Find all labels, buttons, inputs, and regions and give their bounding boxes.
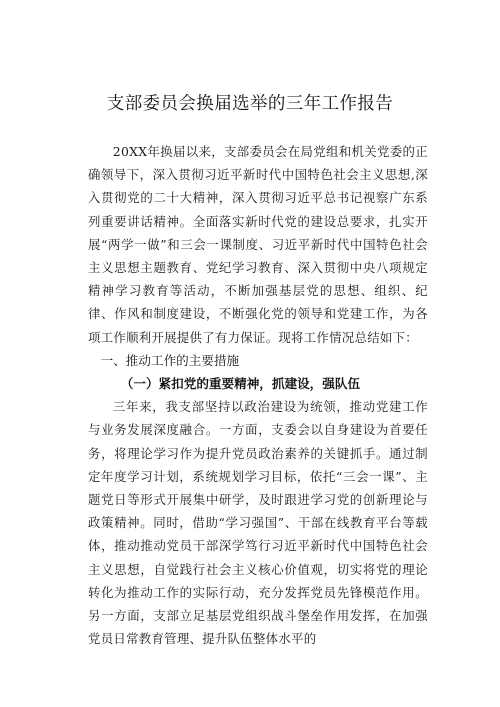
document-body [88,140,428,650]
document-title: 支部委员会换届选举的三年工作报告 [106,94,394,114]
intro-paragraph: 20XX年换届以来，支部委员会在局党组和机关党委的正确领导下，深入贯彻习近平新时代中国特色社会主义思想,深入贯彻党的二十大精神，深入贯彻习近平总书记视察广东系列重要讲话精神。全面落实新时代党的建设总要求，扎实开展“两学一做”和三会一课制度、习近平新时代中国特色社会主义思想主题教育、党纪学习教育、深入贯彻中央八项规定精神学习教育等活动，不断加强基层党的思想、组织、纪律、作风和制度建设，不断强化党的领导和党建工作，为各项工作顺利开展提供了有力保证。现将工作情况总结如下： [88,144,428,345]
subsection-heading: （一）紧扣党的重要精神，抓建设，强队伍 [120,376,361,392]
subsection-paragraph: 三年来，我支部坚持以政治建设为统领，推动党建工作与业务发展深度融合。一方面，支委会以自身建设为首要任务，将理论学习作为提升党员政治素养的关键抓手。通过制定年度学习计划，系统规划学习目标，依托“三会一课”、主题党日等形式开展集中研学，及时跟进学习党的创新理论与政策精神。同时，借助“学习强国”、干部在线教育平台等载体，推动推动党员干部深学笃行习近平新时代中国特色社会主义思想，自觉践行社会主义核心价值观，切实将党的理论转化为推动工作的实际行动，充分发挥党员先锋模范作用。另一方面，支部立足基层党组织战斗堡垒作用发挥，在加强党员日常教育管理、提升队伍整体水平的 [88,399,428,647]
section-heading: 一、推动工作的主要措施 [100,352,240,368]
